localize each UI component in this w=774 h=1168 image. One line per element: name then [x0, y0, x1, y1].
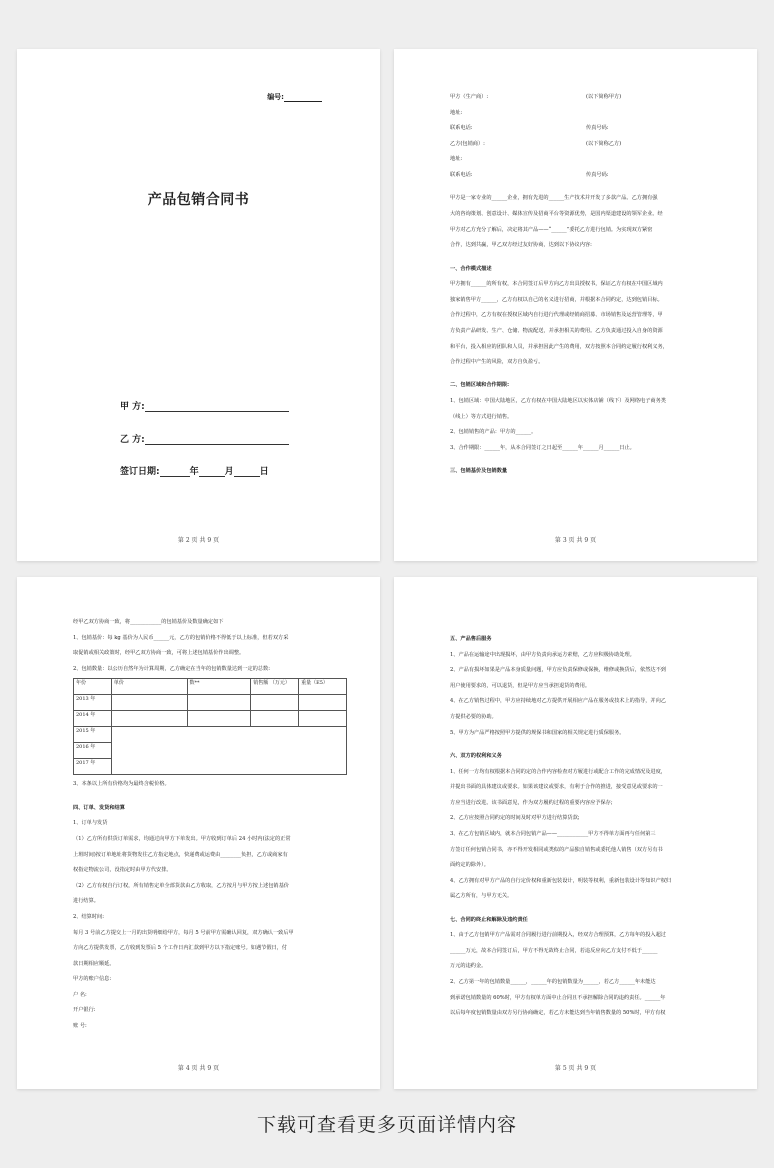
section-title: 五、产品售后服务	[450, 636, 492, 642]
section-title: 三、包销基价及包销数量	[450, 468, 508, 475]
contract-number-label: 编号:	[267, 93, 284, 101]
table-row: 2017 年	[74, 759, 347, 775]
page-number: 第 2 页 共 9 页	[177, 537, 220, 544]
sales-target-table	[73, 678, 347, 775]
download-caption: 下载可查看更多页面详情内容	[256, 1114, 517, 1136]
page-4-body: 经甲乙双方协商一致，将____________的包销基价及数量确定如下 1、包销基价：每 kg 基价为人民币______元，乙方的包销价格不得低于以上标准，但若双方采 取促销或相关政策时，经甲乙双方协商一致，可将上述包销基价作出调整。 2、包销数量：以公历自然年为计算周期，乙方确定在当年的包销数量达到一定的总数: 年份 单价 数** 销售额 （万元） 重量（E5） 2013 年 2014 年 2015 年 2016 年 2017 年 3、本条以上所有价格均为最终含税价格。 四、订单、发货和结算 1、订单与发货 （1）乙方所有供货订单需求，均通过向甲方下单发出。甲方收到订单后 24 小时内(法定的正常 上班时间)按订单地址将货物发往乙方指定地点，快递费或运费由________负担，乙方或商家有 权指定物流公司，没指定时由甲方代安排。 （2）乙方有权自行订权，所有销售定单全部货款由乙方收取，乙方按月与甲方按上述包销基价 进行结算。 2、结算时间: 每月 3 号前乙方提交上一月的出货明细给甲方，每月 5 号前甲方需确认回复，双方确认一致后甲 方向乙方提供发票，乙方收到发票后 5 个工作日内汇款到甲方以下指定账号。如遇节假日，付 款日期相应顺延。 甲方的账户信息: 户 名: 开户银行: 账 号:	[73, 615, 340, 1035]
page-number: 第 5 页 共 9 页	[554, 1065, 597, 1072]
party-a-field: 甲 方:	[120, 399, 289, 412]
party-b-field: 乙 方:	[120, 432, 289, 445]
page-5-body: 五、产品售后服务 1、产品在运输途中出现损坏，由甲方负责向承运方索赔，乙方应积极协助处理。 2、产品有损坏如果是产品本身质量问题，甲方应负责保修或保换，维修或换货后，依然达不到 用户使用要求的，可以退货，但是甲方应当承担退货的费用。 4、在乙方销售过程中，甲方应持续地对乙方提供开展相应产品在服务或技术上的指导，并向乙 方提供必要的协助。 5、甲方为产品严格按照甲方提供的规保书和国家的相关规定进行质保服务。 六、双方的权利和义务 1、任何一方均有权根据本合同的定的合作内容检查对方履进行或配合工作的完成情况及进度， 并提出书面的具体建议或要求。如果该建议或要求，有利于合作的推进，接受意见或要求的一 方应当进行改进。该书面意见，作为双方履约过程的重要内容应予保存; 2、乙方应按照合同约定的时间及时对甲方进行结算货款; 3、在乙方包销区域内，就本合同包销产品——____________甲方不得单方面再与任何第三 方签订任何包销合同书，亦不得开发相同或类似的产品独自销售或委托他人销售（双方另有书 面约定的除外）。 4、乙方拥有对甲方产品的自行定价权和重新包装设计，明装等权利，重新包装设计等知识产权归 属乙方所有，与甲方无关。 七、合同的终止和解除及违约责任 1、由于乙方包销甲方产品需对合同履行进行前期投入，经双方合理预算，乙方每年的投入超过 ______万元，故本合同签订后，甲方不得无故终止合同，若违反应向乙方支付不低于______ 万元的违约金。 2、乙方第一年的包销数量______，______年的包销数量为______，若乙方______年未能达 到承诺包销数量的 60%时，甲方有权单方面中止合同且不承担解除合同的违约责任。______年 以后每年度包销数量由双方另行协商确定，若乙方未能达到当年销售数量的 50%时，甲方有权	[450, 632, 705, 1022]
page-4	[17, 577, 380, 1089]
document-title: 产品包销合同书	[147, 192, 250, 208]
page-3-body: 甲方（生产商）: (以下简称甲方) 地址: 联系电话: 传真号码: 乙方(包销商）: (以下简称乙方) 地址: 联系电话: 传真号码: 甲方是一家专业的______企业，拥有先进的______生产技术并开发了多款产品。乙方拥有强 大的咨询策划、创意设计、媒体宣传及招商平台等资源优势，是国内渠道建设的领军企业。经 甲方对乙方充分了解后，决定将其产品——“______”委托乙方进行包销。为实现双方紧密 合作，达到共赢，甲乙双方经过友好协商，达到以下协议内容: 一、合作模式描述 甲方拥有______的所有权，本合同签订后甲方向乙方出具授权书，保证乙方有权在中国区域内 独家销售甲方______，乙方有权以自己的名义进行招商，并根据本合同约定，达到包销目标。 合作过程中，乙方有权在授权区域内自行进行代理或经销商招募、市场销售及运营管理等，甲 方负责产品研发、生产、仓储、物流配送，并承担相关的费用。乙方负责通过投入自身的资源 和平台，投入相应的团队和人员，并承担因此产生的费用，双方按照本合同约定履行权利义务， 合作过程中产生的风险，双方自负盈亏。 二、包销区域和合作期限: 1、包销区域：中国大陆地区，乙方有权在中国大陆地区以实体店铺（线下）及网络电子商务类 （线上）等方式进行销售。 2、包销销售的产品：甲方的______。 3、合作期限：______年，从本合同签订之日起至______年______月______日止。 三、包销基价及包销数量	[450, 90, 705, 480]
table-row: 2016 年	[74, 743, 347, 759]
section-title: 四、订单、发货和结算	[73, 804, 125, 811]
section-title: 二、包销区域和合作期限:	[450, 382, 509, 389]
table-row: 2013 年	[74, 695, 347, 711]
section-title: 六、双方的权利和义务	[450, 752, 502, 759]
page-number: 第 3 页 共 9 页	[554, 537, 597, 544]
section-title: 七、合同的终止和解除及违约责任	[450, 916, 528, 923]
cover-page	[17, 49, 380, 561]
sign-date-field: 签订日期: 年 月 日	[120, 467, 269, 477]
table-row: 2015 年	[74, 727, 347, 743]
page-5	[394, 577, 757, 1089]
contract-number	[267, 92, 322, 102]
section-title: 一、合作模式描述	[450, 265, 492, 272]
page-number: 第 4 页 共 9 页	[177, 1065, 220, 1072]
table-row: 2014 年	[74, 711, 347, 727]
page-3	[394, 49, 757, 561]
table-header-row: 年份 单价 数** 销售额 （万元） 重量（E5）	[74, 679, 347, 695]
